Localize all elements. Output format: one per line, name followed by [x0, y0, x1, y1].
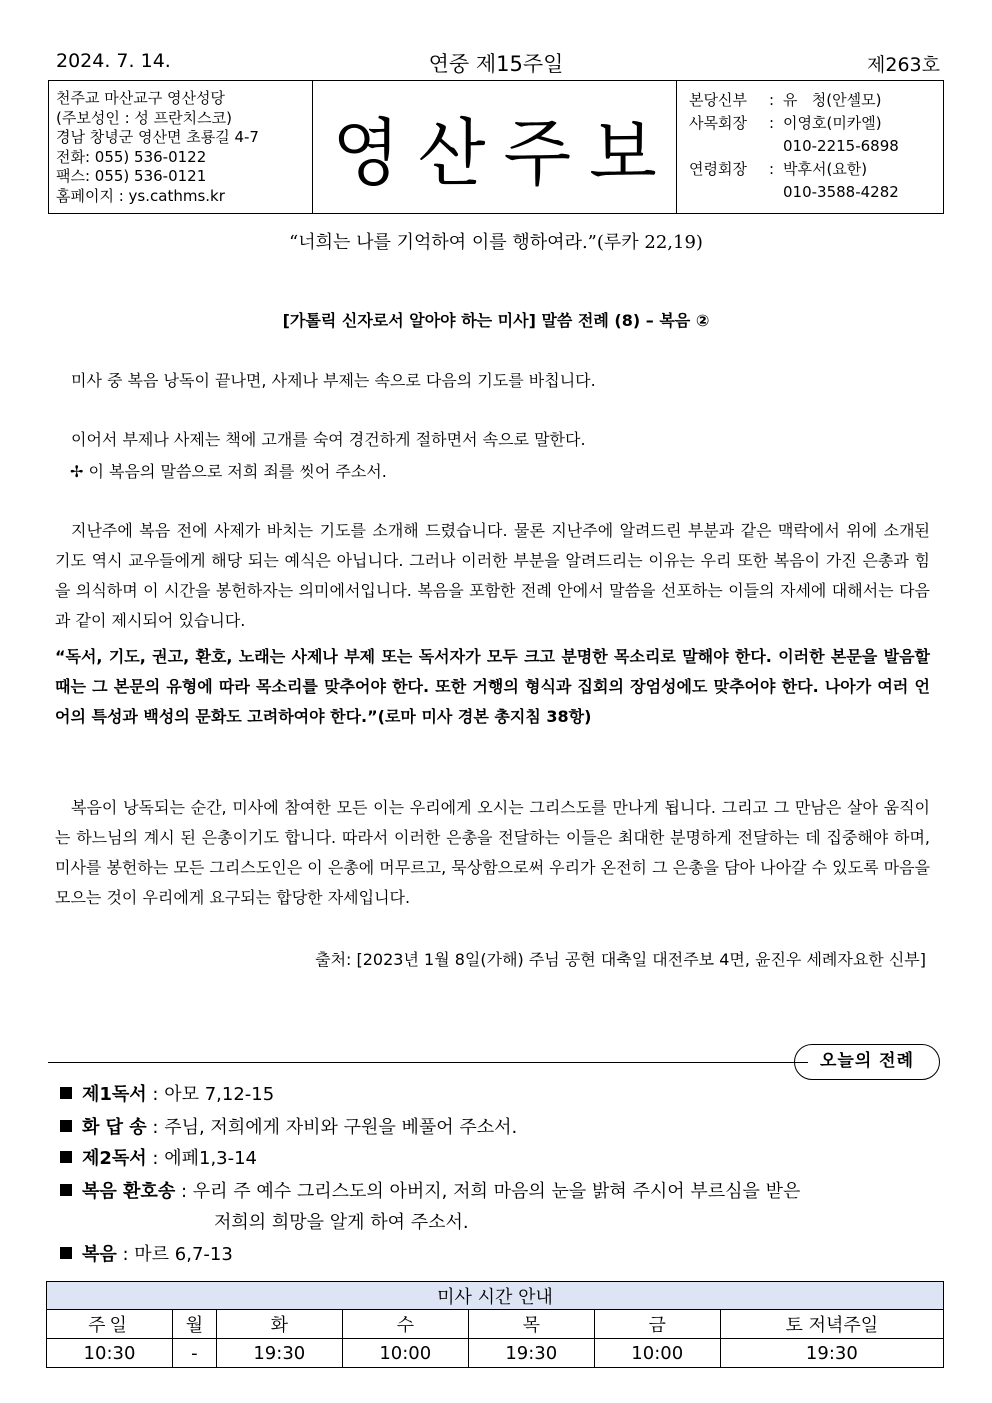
issue-number: 제263호	[867, 54, 940, 76]
table-row	[47, 1310, 944, 1339]
contact-role: 사목회장	[689, 114, 747, 132]
article-title: [가톨릭 신자로서 알아야 하는 미사] 말씀 전례 (8) – 복음 ②	[282, 311, 710, 330]
day-header: 화	[216, 1310, 342, 1339]
day-header: 주일	[47, 1310, 173, 1339]
liturgy-item	[60, 1240, 233, 1270]
contact-phone: 010-3588-4282	[783, 183, 899, 201]
parish-info	[49, 81, 313, 213]
contact-list	[677, 81, 943, 213]
mass-times-table	[46, 1281, 944, 1368]
todays-liturgy-badge: 오늘의 전례	[794, 1044, 940, 1080]
bullet-square-icon	[60, 1151, 72, 1163]
bullet-square-icon	[60, 1087, 72, 1099]
article-paragraph: 복음이 낭독되는 순간, 미사에 참여한 모든 이는 우리에게 오시는 그리스도를 만나게 됩니다. 그리고 그 만남은 살아 움직이는 하느님의 계시 된 은총이기도 합니다. 따라서 이러한 은총을 전달하는 이들은 최대한 분명하게 전달하는 데 집중해야 하며, 미사를 봉헌하는 모든 그리스도인은 이 은총에 머무르고, 묵상함으로써 우리가 온전히 그 은총을 담아 나아갈 수 있도록 마음을 모으는 것이 우리에게 요구되는 합당한 자세입니다.	[55, 798, 930, 907]
parish-fax: 팩스: 055) 536-0121	[56, 167, 207, 185]
article-quote: “독서, 기도, 권고, 환호, 노래는 사제나 부제 또는 독서자가 모두 크고 분명한 목소리로 말해야 한다. 이러한 본문을 발음할 때는 그 본문의 유형에 따라 목소리를 맞추어야 한다. 또한 거행의 형식과 집회의 장엄성에도 맞추어야 한다. 나아가 여러 언어의 특성과 백성의 문화도 고려하여야 한다.”(로마 미사 경본 총지침 38항)	[55, 647, 930, 726]
bulletin-title: 영산주보	[332, 109, 675, 196]
liturgy-label: 복음	[82, 1244, 117, 1265]
parish-name: 천주교 마산교구 영산성당	[56, 89, 225, 107]
liturgy-label: 복음 환호송	[82, 1181, 176, 1202]
liturgy-text: : 에페1,3-14	[146, 1148, 258, 1169]
day-header: 월	[172, 1310, 216, 1339]
bullet-square-icon	[60, 1247, 72, 1259]
contact-name: 이영호(미카엘)	[783, 114, 882, 132]
day-header: 목	[468, 1310, 594, 1339]
time-cell: -	[172, 1339, 216, 1368]
prayer-line: ✢ 이 복음의 말씀으로 저희 죄를 씻어 주소서.	[70, 462, 387, 481]
liturgy-text: : 아모 7,12-15	[146, 1084, 275, 1105]
masthead	[48, 80, 944, 214]
article-source: 출처: [2023년 1월 8일(가해) 주님 공현 대축일 대전주보 4면, 윤진우 세례자요한 신부]	[315, 950, 926, 969]
article-paragraph: 지난주에 복음 전에 사제가 바치는 기도를 소개해 드렸습니다. 물론 지난주에 알려드린 부분과 같은 맥락에서 위에 소개된 기도 역시 교우들에게 해당 되는 예식은 아닙니다. 그러나 이러한 부분을 알려드리는 이유는 우리 또한 복음이 가진 은총과 힘을 의식하며 이 시간을 봉헌하자는 의미에서입니다. 복음을 포함한 전례 안에서 말씀을 선포하는 이들의 자세에 대해서는 다음과 같이 제시되어 있습니다.	[55, 521, 930, 630]
time-cell: 10:30	[47, 1339, 173, 1368]
contact-row: 본당신부 : 유 청(안셀모)	[689, 89, 943, 112]
bullet-square-icon	[60, 1184, 72, 1196]
contact-name: 박후서(요한)	[783, 160, 868, 178]
liturgy-item	[60, 1113, 517, 1143]
liturgy-item	[60, 1144, 257, 1174]
liturgy-text-continued: 저희의 희망을 알게 하여 주소서.	[214, 1212, 469, 1233]
article-paragraph: 미사 중 복음 낭독이 끝나면, 사제나 부제는 속으로 다음의 기도를 바칩니다.	[71, 371, 596, 390]
liturgy-label: 제1독서	[82, 1084, 147, 1105]
bullet-square-icon	[60, 1120, 72, 1132]
section-divider	[48, 1062, 808, 1063]
liturgy-label: 화 답 송	[82, 1117, 147, 1138]
liturgy-text: : 우리 주 예수 그리스도의 아버지, 저희 마음의 눈을 밝혀 주시어 부르심을 받은	[175, 1181, 801, 1202]
parish-phone: 전화: 055) 536-0122	[56, 147, 207, 166]
patron-saint: (주보성인 : 성 프란치스코)	[56, 108, 232, 127]
liturgy-label: 제2독서	[82, 1148, 147, 1169]
liturgy-text: : 주님, 저희에게 자비와 구원을 베풀어 주소서.	[146, 1117, 518, 1138]
time-cell: 10:00	[342, 1339, 468, 1368]
time-cell: 19:30	[216, 1339, 342, 1368]
contact-row: 사목회장 : 이영호(미카엘)	[689, 112, 943, 135]
day-header: 토 저녁주일	[720, 1310, 943, 1339]
table-row	[47, 1339, 944, 1368]
scripture-motto: “너희는 나를 기억하여 이를 행하여라.”(루카 22,19)	[289, 232, 703, 253]
day-header: 금	[594, 1310, 720, 1339]
parish-homepage[interactable]: 홈페이지 : ys.cathms.kr	[56, 186, 225, 205]
contact-name: 유 청(안셀모)	[783, 91, 882, 109]
liturgy-text: : 마르 6,7-13	[116, 1244, 233, 1265]
day-header: 수	[342, 1310, 468, 1339]
issue-date: 2024. 7. 14.	[56, 50, 171, 72]
liturgy-item	[60, 1177, 800, 1207]
contact-phone: 010-2215-6898	[783, 137, 899, 155]
time-cell: 10:00	[594, 1339, 720, 1368]
contact-row: 연령회장 : 박후서(요한)	[689, 158, 943, 181]
bulletin-title-box	[313, 81, 677, 213]
article-paragraph: 이어서 부제나 사제는 책에 고개를 숙여 경건하게 절하면서 속으로 말한다.	[71, 430, 586, 449]
time-cell: 19:30	[468, 1339, 594, 1368]
liturgy-item	[60, 1080, 274, 1110]
contact-role: 연령회장	[689, 160, 747, 178]
mass-times-caption: 미사 시간 안내	[47, 1282, 944, 1310]
contact-role: 본당신부	[689, 91, 747, 109]
parish-address: 경남 창녕군 영산면 초룡길 4-7	[56, 128, 259, 146]
liturgical-week: 연중 제15주일	[428, 52, 564, 76]
time-cell: 19:30	[720, 1339, 943, 1368]
